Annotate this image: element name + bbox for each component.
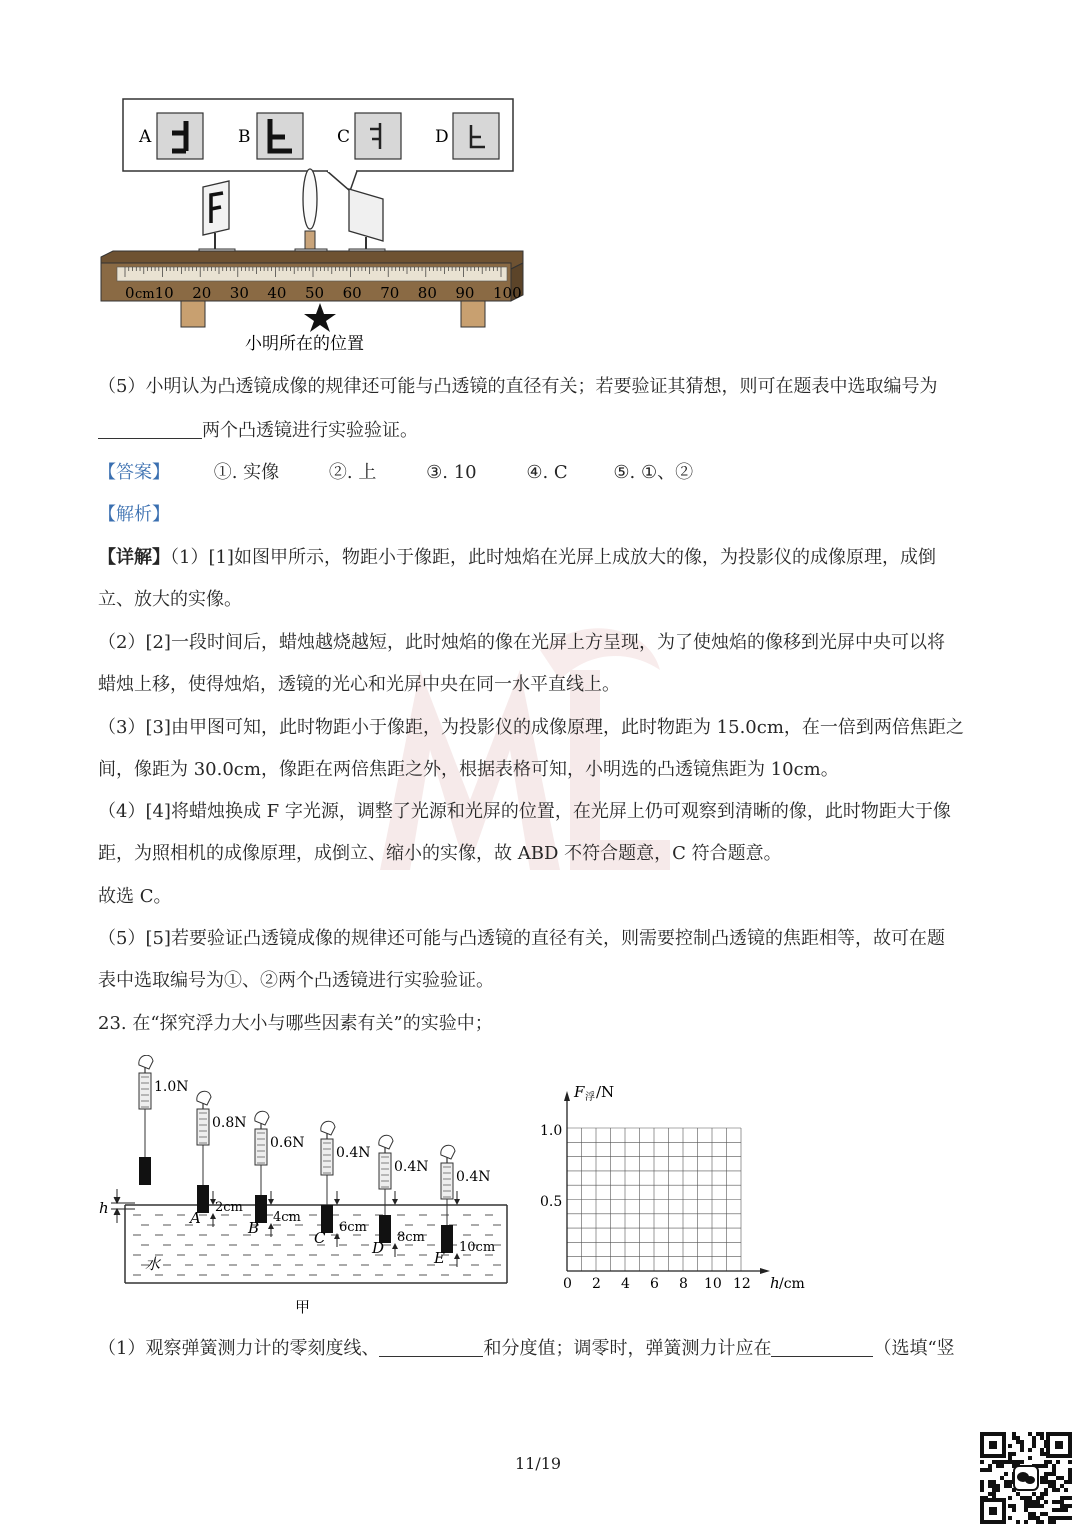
scale-reading-1: 0.8N: [212, 1115, 247, 1131]
q23-sub1-c: （选填“竖: [873, 1338, 955, 1359]
answer-label: 【答案】: [98, 462, 170, 483]
option-a-letter: A: [139, 127, 152, 147]
answer-item-2: ②. 上: [328, 462, 377, 483]
ruler-label-40: 40: [267, 284, 287, 302]
y-label-unit: /N: [596, 1083, 615, 1101]
ruler-label-100: 100: [493, 284, 522, 302]
x-tick-10: 10: [704, 1276, 722, 1292]
ruler-label-30: 30: [229, 284, 249, 302]
scale-reading-3: 0.4N: [336, 1145, 371, 1161]
option-d-letter: D: [435, 127, 449, 147]
q23-sub1-a: （1）观察弹簧测力计的零刻度线、: [98, 1338, 380, 1359]
q23-title: 23. 在“探究浮力大小与哪些因素有关”的实验中；: [98, 1013, 493, 1034]
x-tick-6: 6: [650, 1276, 659, 1292]
detail-p2a: （2）[2]一段时间后，蜡烛越烧越短，此时烛焰的像在光屏上方呈现，为了使烛焰的像移到光屏中央可以将: [98, 632, 945, 653]
detail-p4c: 故选 C。: [98, 886, 172, 907]
q23-blank-1[interactable]: [379, 1338, 483, 1357]
detail-p3b: 间，像距为 30.0cm，像距在两倍焦距之外，根据表格可知，小明选的凸透镜焦距为 10cm。: [98, 759, 839, 780]
x-tick-8: 8: [679, 1276, 688, 1292]
x-tick-4: 4: [621, 1276, 630, 1292]
q23-blank-2[interactable]: [771, 1338, 873, 1357]
depth-label-4: 10cm: [459, 1240, 496, 1255]
y-tick-1: 1.0: [540, 1123, 563, 1139]
ruler-label-70: 70: [380, 284, 400, 302]
q5-line1: （5）小明认为凸透镜成像的规律还可能与凸透镜的直径有关；若要验证其猜想，则可在题表中选取编号为: [98, 376, 938, 397]
ruler-label-20: 20: [192, 284, 212, 302]
option-c-card: [355, 113, 401, 159]
x-label-h: h: [770, 1274, 780, 1292]
y-tick-05: 0.5: [540, 1194, 563, 1210]
q23-sub1: [98, 1337, 955, 1361]
x-tick-2: 2: [592, 1276, 601, 1292]
q5-answer-blank[interactable]: [98, 420, 202, 439]
ruler-label-0: 0: [125, 284, 135, 302]
ruler-label-80: 80: [417, 284, 437, 302]
qr-code-icon: [980, 1432, 1072, 1524]
answer-item-3: ③. 10: [426, 462, 477, 483]
optical-bench-figure: [95, 95, 535, 360]
answer-item-5: ⑤. ①、②: [613, 462, 694, 483]
depth-label-2: 6cm: [339, 1220, 367, 1235]
y-axis-arrow: [564, 1091, 570, 1101]
block-label-A: A: [190, 1209, 201, 1227]
detail-p2b: 蜡烛上移，使得烛焰，透镜的光心和光屏中央在同一水平直线上。: [98, 674, 620, 695]
answer-row: [98, 461, 693, 485]
buoyancy-graph: [530, 1075, 820, 1297]
ruler-label-10: 10: [154, 284, 174, 302]
scale-reading-4: 0.4N: [394, 1159, 429, 1175]
ruler-label-60: 60: [342, 284, 362, 302]
depth-label-0: 2cm: [215, 1200, 243, 1215]
spring-scale-4: [371, 1135, 429, 1257]
h-label: h: [99, 1199, 109, 1217]
page-number: 11/19: [515, 1454, 562, 1473]
detail-p5b: 表中选取编号为①、②两个凸透镜进行实验验证。: [98, 970, 494, 991]
detail-p4a: （4）[4]将蜡烛换成 F 字光源，调整了光源和光屏的位置，在光屏上仍可观察到清晰的像，此时物距大于像: [98, 801, 951, 822]
q23-sub1-b: 和分度值；调零时，弹簧测力计应在: [483, 1338, 772, 1359]
x-axis-arrow: [760, 1268, 770, 1274]
detail-label: 【详解】: [98, 547, 170, 568]
scale-reading-5: 0.4N: [456, 1169, 491, 1185]
block-label-C: C: [314, 1229, 326, 1247]
detail-p5a: （5）[5]若要验证凸透镜成像的规律还可能与凸透镜的直径有关，则需要控制凸透镜的焦距相等，故可在题: [98, 928, 945, 949]
y-label-f: F: [574, 1083, 585, 1101]
apparatus-caption: 甲: [295, 1298, 311, 1316]
x-tick-12: 12: [733, 1276, 751, 1292]
buoyancy-apparatus-figure: [95, 1055, 525, 1325]
ruler-label-90: 90: [455, 284, 475, 302]
spring-scale-3: [314, 1121, 371, 1247]
x-tick-0: 0: [563, 1276, 572, 1292]
block-label-D: D: [372, 1239, 385, 1257]
answer-item-4: ④. C: [526, 462, 568, 483]
detail-p1a-row: [98, 546, 936, 570]
metal-block-0: [139, 1157, 151, 1185]
ruler-label-cm: cm: [135, 287, 155, 302]
analysis-label: 【解析】: [98, 504, 170, 525]
scale-reading-2: 0.6N: [270, 1135, 305, 1151]
water-label: 水: [145, 1255, 161, 1273]
block-label-E: E: [434, 1249, 445, 1267]
figure-caption: 小明所在的位置: [245, 334, 364, 354]
convex-lens: [295, 169, 327, 259]
q5-line2-row: [98, 419, 418, 443]
detail-p1b: 立、放大的实像。: [98, 589, 242, 610]
q5-line2: 两个凸透镜进行实验验证。: [202, 420, 418, 441]
detail-p4b: 距，为照相机的成像原理，成倒立、缩小的实像，故 ABD 不符合题意，C 符合题意。: [98, 843, 782, 864]
depth-label-3: 8cm: [397, 1230, 425, 1245]
y-label-sub: 浮: [585, 1092, 595, 1103]
answer-item-1: ①. 实像: [213, 462, 280, 483]
option-c-letter: C: [337, 127, 351, 147]
ruler-label-50: 50: [305, 284, 325, 302]
option-b-letter: B: [238, 127, 251, 147]
block-label-B: B: [248, 1219, 260, 1237]
f-light-source: [199, 181, 235, 259]
light-screen: [349, 189, 385, 259]
scale-reading-0: 1.0N: [154, 1079, 189, 1095]
star-icon: [304, 303, 336, 332]
detail-p1a: （1）[1]如图甲所示，物距小于像距，此时烛焰在光屏上成放大的像，为投影仪的成像原理，成倒: [170, 547, 936, 568]
spring-scale-0: [139, 1055, 189, 1185]
spring-scale-2: [247, 1111, 305, 1237]
detail-p3a: （3）[3]由甲图可知，此时物距小于像距，为投影仪的成像原理，此时物距为 15.0cm，在一倍到两倍焦距之: [98, 717, 964, 738]
depth-label-1: 4cm: [273, 1210, 301, 1225]
x-label-unit: /cm: [779, 1276, 805, 1292]
